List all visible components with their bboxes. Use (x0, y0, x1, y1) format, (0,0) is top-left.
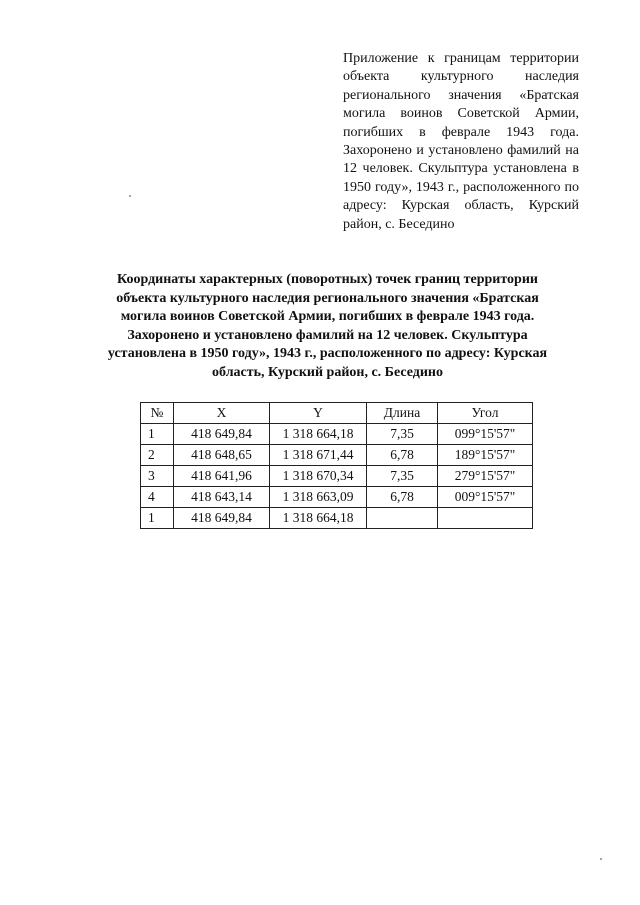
cell-y: 1 318 664,18 (270, 424, 367, 445)
scan-speck (600, 858, 602, 860)
cell-length: 6,78 (367, 445, 438, 466)
table-row (141, 508, 533, 529)
cell-x: 418 641,96 (174, 466, 270, 487)
cell-angle: 009°15'57" (438, 487, 533, 508)
cell-number: 1 (141, 424, 174, 445)
cell-x: 418 643,14 (174, 487, 270, 508)
cell-y: 1 318 671,44 (270, 445, 367, 466)
cell-angle: 099°15'57" (438, 424, 533, 445)
cell-angle: 189°15'57" (438, 445, 533, 466)
header-length: Длина (367, 403, 438, 424)
cell-length: 7,35 (367, 424, 438, 445)
cell-angle: 279°15'57" (438, 466, 533, 487)
cell-number: 2 (141, 445, 174, 466)
cell-y: 1 318 664,18 (270, 508, 367, 529)
table-header-row (141, 403, 533, 424)
document-title (95, 271, 560, 383)
cell-y: 1 318 670,34 (270, 466, 367, 487)
cell-number: 3 (141, 466, 174, 487)
cell-y: 1 318 663,09 (270, 487, 367, 508)
header-angle: Угол (438, 403, 533, 424)
cell-number: 4 (141, 487, 174, 508)
cell-angle (438, 508, 533, 529)
coordinates-table (140, 402, 533, 529)
cell-length: 7,35 (367, 466, 438, 487)
header-y: Y (270, 403, 367, 424)
cell-number: 1 (141, 508, 174, 529)
cell-x: 418 649,84 (174, 508, 270, 529)
cell-length: 6,78 (367, 487, 438, 508)
table-row (141, 424, 533, 445)
cell-x: 418 649,84 (174, 424, 270, 445)
annex-note (343, 50, 579, 234)
table-row (141, 487, 533, 508)
header-number: № (141, 403, 174, 424)
table-row (141, 466, 533, 487)
cell-length (367, 508, 438, 529)
scan-speck (129, 195, 131, 197)
annex-note-text: Приложение к границам территории объекта культурного наследия регионального значения «Братская могила воинов Советской Армии, погибших в феврале 1943 года. Захоронено и установлено фамилий на 12 человек. Скульптура установлена в 1950 году», 1943 г., расположенного по адресу: Курская область, Курский район, с. Беседино (343, 51, 579, 232)
table-row (141, 445, 533, 466)
cell-x: 418 648,65 (174, 445, 270, 466)
header-x: X (174, 403, 270, 424)
document-title-text: Координаты характерных (поворотных) точек границ территории объекта культурного наследия регионального значения «Братская могила воинов Советской Армии, погибших в феврале 1943 года. Захоронено и установлено фамилий на 12 человек. Скульптура установлена в 1950 году», 1943 г., расположенного по адресу: Курская область, Курский район, с. Беседино (107, 272, 548, 380)
